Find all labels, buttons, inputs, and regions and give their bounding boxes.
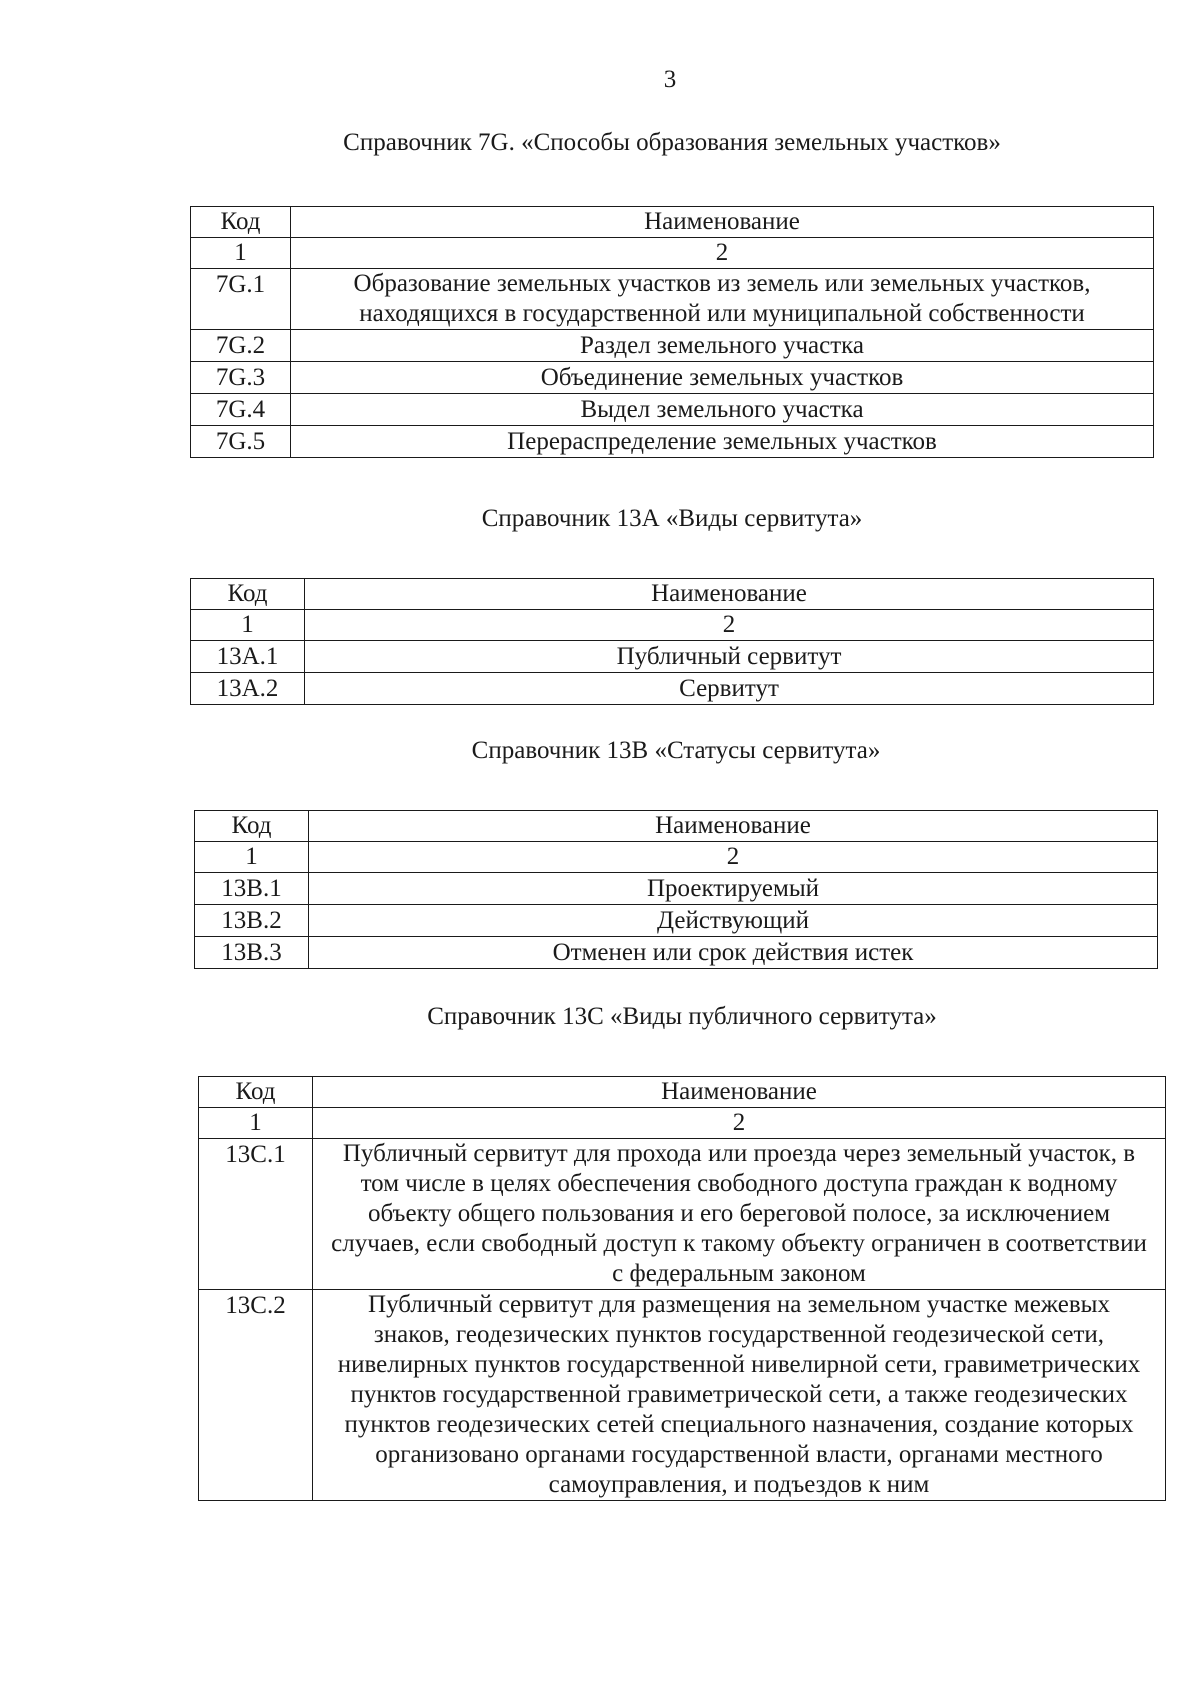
row-name: Перераспределение земельных участков xyxy=(291,426,1154,458)
table-row xyxy=(191,330,1154,362)
table-numbering-row xyxy=(195,842,1158,873)
table-row xyxy=(191,426,1154,458)
section-title-13a: Справочник 13А «Виды сервитута» xyxy=(481,505,863,532)
table-7g xyxy=(190,206,1154,458)
row-name: Раздел земельного участка xyxy=(291,330,1154,362)
numbering-name: 2 xyxy=(305,610,1154,641)
row-name: Отменен или срок действия истек xyxy=(309,937,1158,969)
row-code: 13В.3 xyxy=(195,937,309,969)
header-name: Наименование xyxy=(291,207,1154,238)
table-row xyxy=(199,1290,1166,1501)
table-row xyxy=(199,1139,1166,1290)
row-code: 7G.4 xyxy=(191,394,291,426)
numbering-name: 2 xyxy=(313,1108,1166,1139)
table-row xyxy=(191,269,1154,330)
row-name: Действующий xyxy=(309,905,1158,937)
row-code: 7G.5 xyxy=(191,426,291,458)
section-13b xyxy=(194,736,1158,969)
table-numbering-row xyxy=(191,238,1154,269)
header-name: Наименование xyxy=(313,1077,1166,1108)
row-code: 13С.2 xyxy=(199,1290,313,1501)
row-name: Образование земельных участков из земель или земельных участков, находящихся в государственной или муниципальной собственности xyxy=(291,269,1154,330)
row-name: Объединение земельных участков xyxy=(291,362,1154,394)
table-header-row xyxy=(191,207,1154,238)
numbering-code: 1 xyxy=(195,842,309,873)
row-code: 7G.1 xyxy=(191,269,291,330)
row-code: 7G.3 xyxy=(191,362,291,394)
table-header-row xyxy=(191,579,1154,610)
numbering-code: 1 xyxy=(191,238,291,269)
row-name: Выдел земельного участка xyxy=(291,394,1154,426)
header-name: Наименование xyxy=(305,579,1154,610)
row-name: Публичный сервитут для размещения на земельном участке межевых знаков, геодезических пунктов государственной геодезической сети, нивелирных пунктов государственной нивелирной сети, гравиметрических пунктов государственной гравиметрической сети, а также геодезических пунктов геодезических сетей специального назначения, создание которых организовано органами государственной власти, органами местного самоуправления, и подъездов к ним xyxy=(313,1290,1166,1501)
header-code: Код xyxy=(195,811,309,842)
table-row xyxy=(191,362,1154,394)
row-name: Публичный сервитут xyxy=(305,641,1154,673)
table-row xyxy=(191,673,1154,705)
section-7g xyxy=(190,128,1154,458)
header-code: Код xyxy=(199,1077,313,1108)
header-code: Код xyxy=(191,207,291,238)
table-13a xyxy=(190,578,1154,705)
header-code: Код xyxy=(191,579,305,610)
numbering-name: 2 xyxy=(291,238,1154,269)
row-code: 13В.2 xyxy=(195,905,309,937)
row-code: 13В.1 xyxy=(195,873,309,905)
table-numbering-row xyxy=(191,610,1154,641)
row-code: 7G.2 xyxy=(191,330,291,362)
section-title-13c: Справочник 13С «Виды публичного сервитута» xyxy=(427,1003,937,1030)
table-13b xyxy=(194,810,1158,969)
numbering-name: 2 xyxy=(309,842,1158,873)
page-number: 3 xyxy=(663,66,677,93)
numbering-code: 1 xyxy=(199,1108,313,1139)
table-row xyxy=(195,873,1158,905)
row-name: Проектируемый xyxy=(309,873,1158,905)
table-numbering-row xyxy=(199,1108,1166,1139)
section-title-7g: Справочник 7G. «Способы образования земельных участков» xyxy=(343,129,1001,156)
row-code: 13С.1 xyxy=(199,1139,313,1290)
numbering-code: 1 xyxy=(191,610,305,641)
table-row xyxy=(195,937,1158,969)
section-title-13b: Справочник 13В «Статусы сервитута» xyxy=(471,737,881,764)
table-row xyxy=(195,905,1158,937)
header-name: Наименование xyxy=(309,811,1158,842)
table-header-row xyxy=(199,1077,1166,1108)
table-row xyxy=(191,641,1154,673)
section-13a xyxy=(190,504,1154,705)
table-13c xyxy=(198,1076,1166,1501)
row-code: 13А.2 xyxy=(191,673,305,705)
table-header-row xyxy=(195,811,1158,842)
section-13c xyxy=(198,1002,1166,1501)
row-name: Сервитут xyxy=(305,673,1154,705)
table-row xyxy=(191,394,1154,426)
row-code: 13А.1 xyxy=(191,641,305,673)
row-name: Публичный сервитут для прохода или проезда через земельный участок, в том числе в целях обеспечения свободного доступа граждан к водному объекту общего пользования и его береговой полосе, за исключением случаев, если свободный доступ к такому объекту ограничен в соответствии с федеральным законом xyxy=(313,1139,1166,1290)
